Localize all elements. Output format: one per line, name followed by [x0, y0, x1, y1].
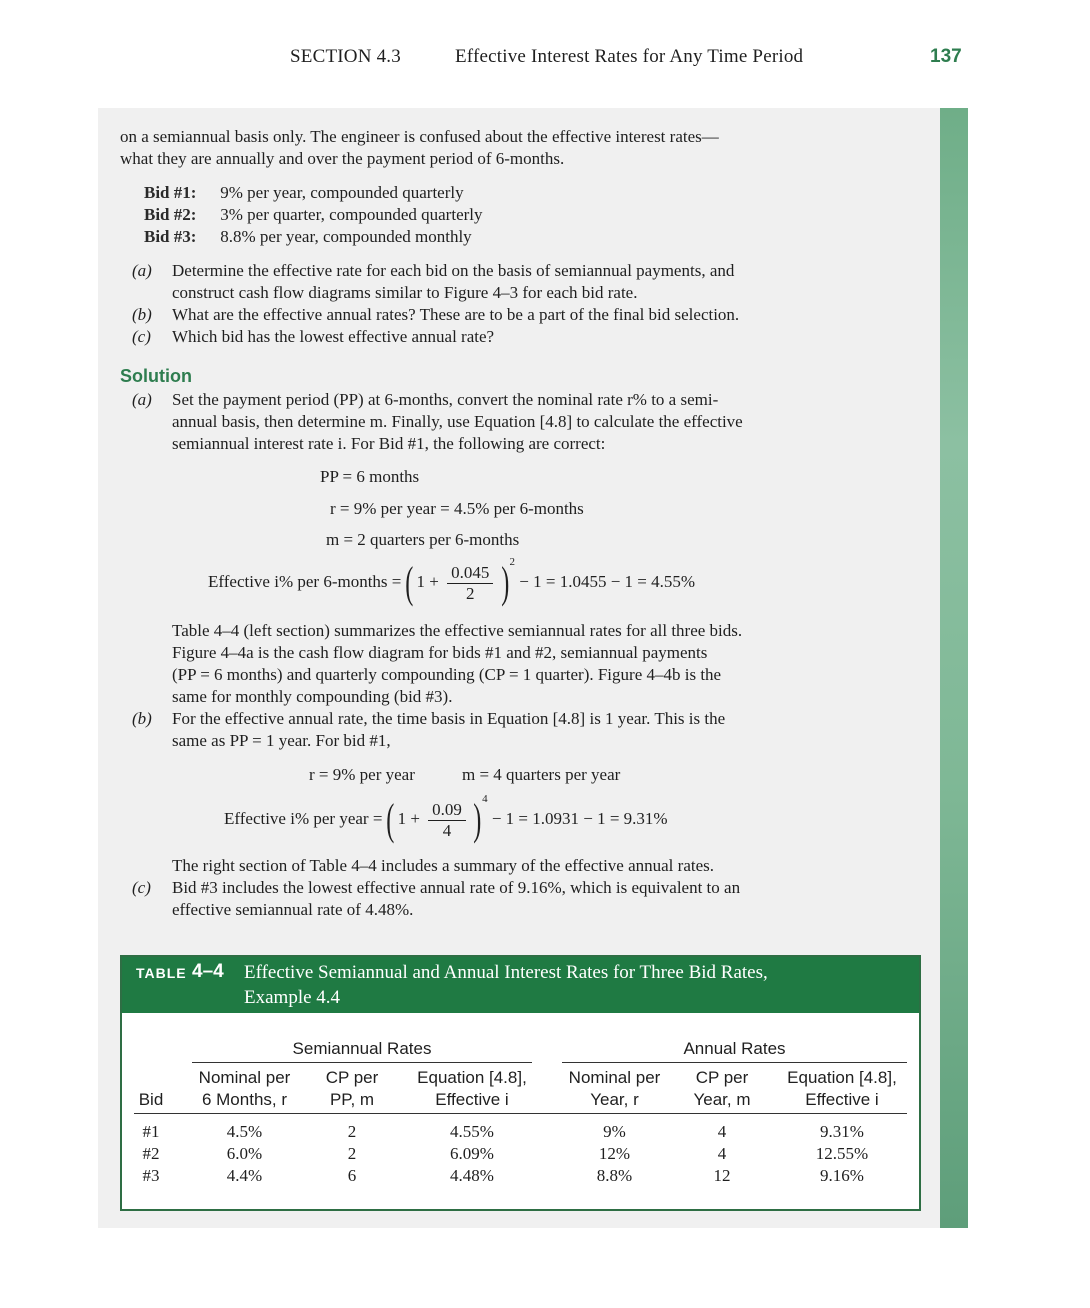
column-header-line: [130, 1067, 172, 1089]
table-cell: 4.5%: [226, 1122, 263, 1141]
table-title: [244, 960, 864, 1010]
bid-label: Bid #3:: [144, 227, 197, 246]
equation-lhs: Effective i% per year =: [224, 809, 383, 828]
equation-m: m = 2 quarters per 6-months: [326, 530, 520, 549]
column-header: [402, 1067, 542, 1111]
column-header-line: Nominal per: [568, 1068, 661, 1087]
table-cell: 9.31%: [820, 1122, 864, 1141]
left-paren: (: [385, 795, 395, 845]
solution-line: Bid #3 includes the lowest effective annual rate of 9.16%, which is equivalent to an: [172, 878, 741, 897]
solution-line: For the effective annual rate, the time basis in Equation [4.8] is 1 year. This is the: [172, 709, 726, 728]
column-header-line: CP per: [325, 1068, 379, 1087]
equation-annual-r: r = 9% per year: [309, 765, 415, 784]
equation-effective-semiannual: [208, 556, 696, 608]
column-header-line: CP per: [695, 1068, 749, 1087]
table-cell: 6.09%: [450, 1144, 494, 1163]
intro-paragraph: [120, 126, 820, 170]
section-label: SECTION 4.3: [290, 46, 401, 67]
question-marker: (c): [132, 327, 151, 346]
bid-item: [144, 226, 483, 248]
question-item: [132, 260, 822, 304]
group-rule: [562, 1062, 907, 1063]
column-header-line: Bid: [138, 1090, 164, 1109]
exponent: 4: [482, 793, 488, 805]
solution-marker: (b): [132, 709, 152, 728]
solution-part-b-c: [132, 855, 822, 921]
exponent: 2: [509, 556, 516, 568]
solution-item: [132, 855, 822, 877]
solution-item: [132, 389, 822, 455]
equation-one-plus: 1 +: [397, 809, 420, 828]
table-cell: 12: [713, 1166, 731, 1185]
table-cell: 12.55%: [815, 1144, 869, 1163]
question-marker: (a): [132, 261, 152, 280]
solution-line: semiannual interest rate i. For Bid #1, the following are correct:: [172, 434, 606, 453]
column-header: [130, 1067, 172, 1111]
table-cell: 8.8%: [596, 1166, 633, 1185]
question-line: construct cash flow diagrams similar to Figure 4–3 for each bid rate.: [172, 283, 638, 302]
question-item: [132, 304, 822, 326]
solution-line: Set the payment period (PP) at 6-months, convert the nominal rate r% to a semi-: [172, 390, 719, 409]
solution-item: [132, 877, 822, 921]
table-cell: 6.0%: [226, 1144, 263, 1163]
solution-line: The right section of Table 4–4 includes a summary of the effective annual rates.: [172, 856, 714, 875]
column-header: [772, 1067, 912, 1111]
right-paren: ): [473, 795, 482, 845]
fraction: [447, 563, 493, 604]
column-header-line: Equation [4.8],: [417, 1068, 527, 1087]
bid-list: [144, 182, 483, 248]
table-cell: 2: [347, 1122, 357, 1141]
header-rule: [134, 1113, 907, 1114]
column-header-line: Nominal per: [198, 1068, 291, 1087]
column-header-line: Year, r: [590, 1090, 639, 1109]
group-header-annual: Annual Rates: [683, 1039, 786, 1058]
table-cell: 4.55%: [450, 1122, 494, 1141]
fraction-numerator: 0.045: [447, 563, 493, 584]
solution-line: Table 4–4 (left section) summarizes the effective semiannual rates for all three bids.: [172, 621, 743, 640]
group-header-semiannual: Semiannual Rates: [292, 1039, 432, 1058]
solution-marker: (a): [132, 390, 152, 409]
solution-line: same as PP = 1 year. For bid #1,: [172, 731, 391, 750]
solution-heading: Solution: [120, 366, 192, 386]
equation-rhs: − 1 = 1.0931 − 1 = 9.31%: [491, 809, 668, 828]
bid-label: Bid #2:: [144, 205, 197, 224]
bid-label: Bid #1:: [144, 183, 197, 202]
table-cell: #3: [142, 1166, 160, 1185]
right-paren: ): [500, 558, 509, 608]
solution-line: (PP = 6 months) and quarterly compounding (CP = 1 quarter). Figure 4–4b is the: [172, 665, 722, 684]
bid-item: [144, 204, 483, 226]
left-paren: (: [404, 558, 413, 608]
fraction-denominator: 4: [442, 820, 452, 840]
table-cell: 2: [347, 1144, 357, 1163]
solution-line: same for monthly compounding (bid #3).: [172, 687, 453, 706]
solution-part-a-summary: [132, 620, 822, 752]
table-title-line: Effective Semiannual and Annual Interest Rates for Three Bid Rates,: [244, 962, 768, 983]
solution-line: effective semiannual rate of 4.48%.: [172, 900, 414, 919]
equation-effective-annual: [224, 793, 668, 845]
column-header: [312, 1067, 392, 1111]
table-cell: 4: [717, 1144, 727, 1163]
fraction-numerator: 0.09: [428, 800, 466, 821]
margin-band: [940, 108, 968, 1228]
running-head: [290, 46, 803, 68]
table-header: [122, 957, 919, 1013]
solution-item: [132, 708, 822, 752]
column-header-line: Year, m: [693, 1090, 751, 1109]
question-list: [132, 260, 822, 348]
equation-annual-m: m = 4 quarters per year: [462, 765, 621, 784]
solution-part-a: [132, 389, 822, 455]
table-cell: 9%: [603, 1122, 626, 1141]
fraction: [428, 800, 466, 841]
column-header-line: PP, m: [329, 1090, 375, 1109]
bid-text: 9% per year, compounded quarterly: [220, 183, 464, 202]
rates-table: [120, 955, 921, 1211]
column-header: [182, 1067, 307, 1111]
column-header-line: 6 Months, r: [201, 1090, 288, 1109]
bid-text: 8.8% per year, compounded monthly: [220, 227, 472, 246]
table-cell: 6: [347, 1166, 357, 1185]
column-header-line: Effective i: [435, 1090, 509, 1109]
equation-one-plus: 1 +: [416, 572, 439, 591]
equation-rhs: − 1 = 1.0455 − 1 = 4.55%: [519, 572, 696, 591]
page-number: 137: [930, 46, 962, 67]
table-cell: 9.16%: [820, 1166, 864, 1185]
solution-marker: (c): [132, 878, 151, 897]
table-title-line: Example 4.4: [244, 987, 341, 1008]
column-header-line: Effective i: [805, 1090, 879, 1109]
table-number: 4–4: [192, 961, 224, 982]
question-marker: (b): [132, 305, 152, 324]
equation-pp: PP = 6 months: [320, 467, 420, 486]
table-cell: #2: [142, 1144, 160, 1163]
intro-line: what they are annually and over the payment period of 6-months.: [120, 149, 565, 168]
equation-lhs: Effective i% per 6-months =: [208, 572, 402, 591]
fraction-denominator: 2: [466, 583, 475, 603]
bid-item: [144, 182, 483, 204]
table-cell: 4.48%: [450, 1166, 494, 1185]
column-header-line: Equation [4.8],: [787, 1068, 897, 1087]
table-cell: #1: [142, 1122, 160, 1141]
solution-line: Figure 4–4a is the cash flow diagram for bids #1 and #2, semiannual payments: [172, 643, 708, 662]
group-rule: [192, 1062, 532, 1063]
column-header: [552, 1067, 677, 1111]
question-line: Which bid has the lowest effective annual rate?: [172, 327, 495, 346]
table-cell: 4: [717, 1122, 727, 1141]
equation-r: r = 9% per year = 4.5% per 6-months: [330, 499, 584, 518]
solution-item: [132, 620, 822, 708]
table-cell: 4.4%: [226, 1166, 263, 1185]
solution-line: annual basis, then determine m. Finally, use Equation [4.8] to calculate the effective: [172, 412, 743, 431]
question-line: What are the effective annual rates? These are to be a part of the final bid selection.: [172, 305, 740, 324]
question-item: [132, 326, 822, 348]
table-tag: TABLE: [136, 965, 187, 981]
table-cell: 12%: [598, 1144, 631, 1163]
intro-line: on a semiannual basis only. The engineer is confused about the effective interest rates—: [120, 127, 719, 146]
bid-text: 3% per quarter, compounded quarterly: [220, 205, 483, 224]
section-title: Effective Interest Rates for Any Time Period: [454, 46, 804, 67]
question-line: Determine the effective rate for each bid on the basis of semiannual payments, and: [172, 261, 735, 280]
column-header: [682, 1067, 762, 1111]
